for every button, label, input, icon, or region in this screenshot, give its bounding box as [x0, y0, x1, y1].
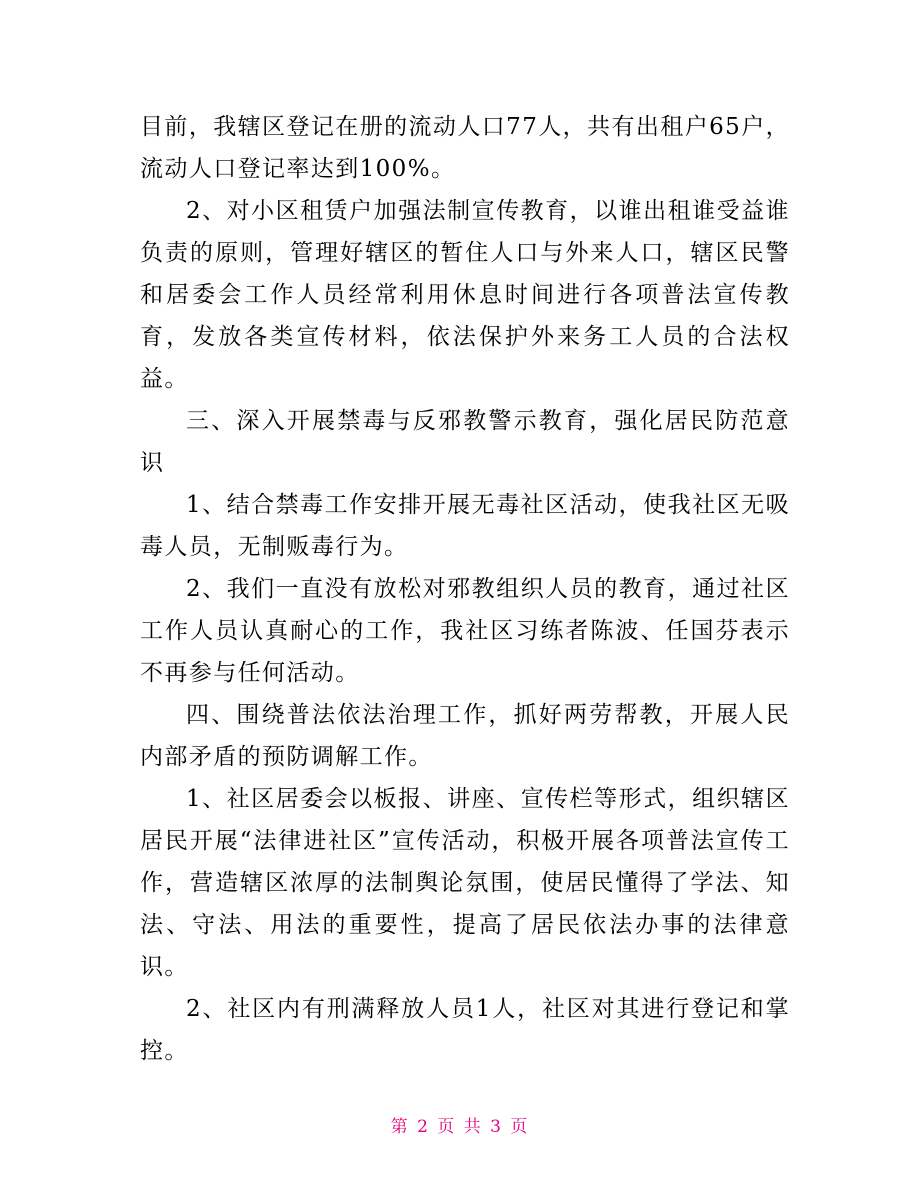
paragraph-2: 2、对小区租赁户加强法制宣传教育，以谁出租谁受益谁负责的原则，管理好辖区的暂住人口与外来人口，辖区民警和居委会工作人员经常利用休息时间进行各项普法宣传教育，发放各类宣传材料，依法保护外来务工人员的合法权益。 — [140, 198, 790, 392]
paragraph-5: 2、我们一直没有放松对邪教组织人员的教育，通过社区工作人员认真耐心的工作，我社区习练者陈波、任国芬表示不再参与任何活动。 — [140, 576, 790, 686]
page-number-footer: 第 2 页 共 3 页 — [390, 1117, 530, 1137]
paragraph-1: 目前，我辖区登记在册的流动人口77人，共有出租户65户，流动人口登记率达到100%。 — [140, 114, 790, 182]
section-heading-3: 三、深入开展禁毒与反邪教警示教育，强化居民防范意识 — [140, 408, 790, 476]
document-body — [140, 106, 790, 1072]
section-heading-4: 四、围绕普法依法治理工作，抓好两劳帮教，开展人民内部矛盾的预防调解工作。 — [140, 702, 790, 770]
paragraph-7: 1、社区居委会以板报、讲座、宣传栏等形式，组织辖区居民开展“法律进社区”宣传活动，积极开展各项普法宣传工作，营造辖区浓厚的法制舆论氛围，使居民懂得了学法、知法、守法、用法的重要性，提高了居民依法办事的法律意识。 — [140, 786, 790, 980]
paragraph-8: 2、社区内有刑满释放人员1人，社区对其进行登记和掌控。 — [140, 996, 790, 1064]
paragraph-4: 1、结合禁毒工作安排开展无毒社区活动，使我社区无吸毒人员，无制贩毒行为。 — [140, 492, 790, 560]
